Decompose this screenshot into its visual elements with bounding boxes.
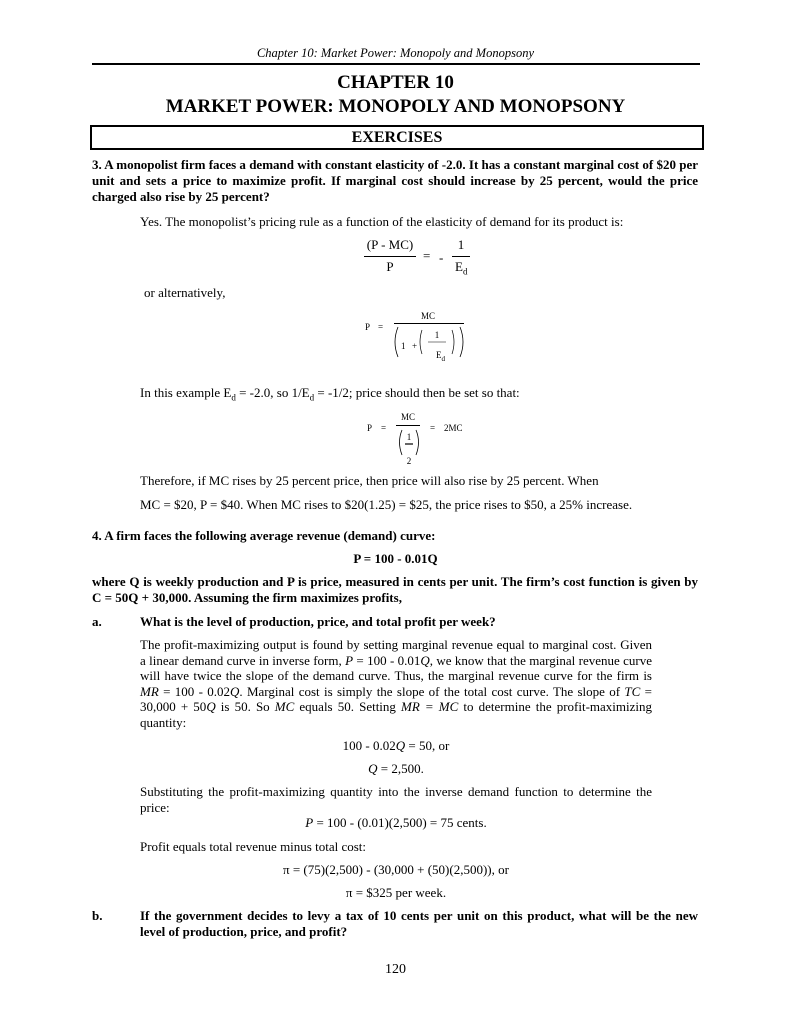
question-3: 3. A monopolist firm faces a demand with constant elasticity of -2.0. It has a constant marginal cost of $20 per unit and sets a price to maximize profit. If marginal cost should increase by 25 percent, would the price charged also rise by 25 percent? [92,157,698,204]
part-b-question: If the government decides to levy a tax of 10 cents per unit on this product, what will be the new level of production, price, and profit? [140,908,698,939]
part-a-paragraph-3: Profit equals total revenue minus total cost: [140,839,367,854]
header-rule [92,63,700,65]
eq3-numerator: MC [400,412,415,422]
q3-conclusion-2: MC = $20, P = $40. When MC rises to $20(1.25) = $25, the price rises to $50, a 25% increase. [140,497,633,512]
equation-price: P = 100 - (0.01)(2,500) = 75 cents. [305,815,487,830]
demand-equation: P = 100 - 0.01Q [353,551,438,566]
equation-profit-result: π = $325 per week. [345,885,447,900]
or-alternatively: or alternatively, [144,285,226,300]
part-a-label: a. [92,614,102,629]
eq3-fraction-bar [396,425,420,426]
page-number: 120 [385,962,406,977]
chapter-number: CHAPTER 10 [337,72,454,93]
eq1-denominator: P [386,259,394,274]
eq1-equals: = [423,248,431,263]
eq2-one: 1 [401,341,406,351]
eq2-fraction-bar [394,323,464,324]
eq1-right-fraction-bar [452,256,470,257]
equation-mr-mc: 100 - 0.02Q = 50, or [342,738,450,753]
question-4-intro: 4. A firm faces the following average revenue (demand) curve: [92,528,436,543]
section-heading: EXERCISES [90,125,704,150]
eq3-p: P [367,423,373,433]
part-a-question: What is the level of production, price, and total profit per week? [140,614,496,629]
eq3-result: 2MC [444,423,463,433]
eq1-right-denominator: $E_d$ [455,259,468,277]
part-a-paragraph-2: Substituting the profit-maximizing quantity into the inverse demand function to determine the price: [140,784,652,815]
example-text: In this example $E_d = -2.0$, so $1/E_d = -1/2$; price should then be set so that: [140,385,520,403]
running-head: Chapter 10: Market Power: Monopoly and Monopsony [256,46,535,60]
eq2-p: P [365,322,371,332]
eq2-inner-numerator: 1 [434,330,440,340]
eq2-numerator: MC [420,311,435,321]
q3-answer-intro: Yes. The monopolist’s pricing rule as a function of the elasticity of demand for its product is: [140,214,624,229]
eq3-equals-2: = [430,423,436,433]
eq3-inner-numerator: 1 [406,432,412,442]
chapter-title: MARKET POWER: MONOPOLY AND MONOPSONY [165,96,626,117]
eq2-equals: = [378,322,384,332]
question-4-setup: where Q is weekly production and P is price, measured in cents per unit. The firm’s cost function is given by C = 50Q + 30,000. Assuming the firm maximizes profits, [92,574,698,605]
eq3-inner-denominator: 2 [406,456,412,466]
equation-q: Q = 2,500. [368,761,424,776]
q3-conclusion-1: Therefore, if MC rises by 25 percent price, then price will also rise by 25 percent. When [140,473,599,488]
part-a-paragraph-1: The profit-maximizing output is found by setting marginal revenue equal to marginal cost. Given a linear demand curve in inverse form, P = 100 - 0.01Q, we know that the marginal revenue curve will have twice the slope of the demand curve. Thus, the marginal revenue curve for the firm is MR = 100 - 0.02Q. Marginal cost is simply the slope of the total cost curve. The slope of TC = 30,000 + 50Q is 50. So MC equals 50. Setting MR = MC to determine the profit-maximizing quantity: [140,637,653,730]
part-b-label: b. [92,908,103,923]
eq2-inner-denominator: $E_d$ [436,350,445,363]
eq1-minus: - [439,250,444,265]
eq1-numerator: (P - MC) [366,237,414,252]
equation-profit: π = (75)(2,500) - (30,000 + (50)(2,500)), or [283,862,509,877]
eq2-plus: + [412,341,418,351]
eq1-fraction-bar [364,256,416,257]
eq1-right-numerator: 1 [457,237,465,252]
eq3-equals: = [381,423,387,433]
